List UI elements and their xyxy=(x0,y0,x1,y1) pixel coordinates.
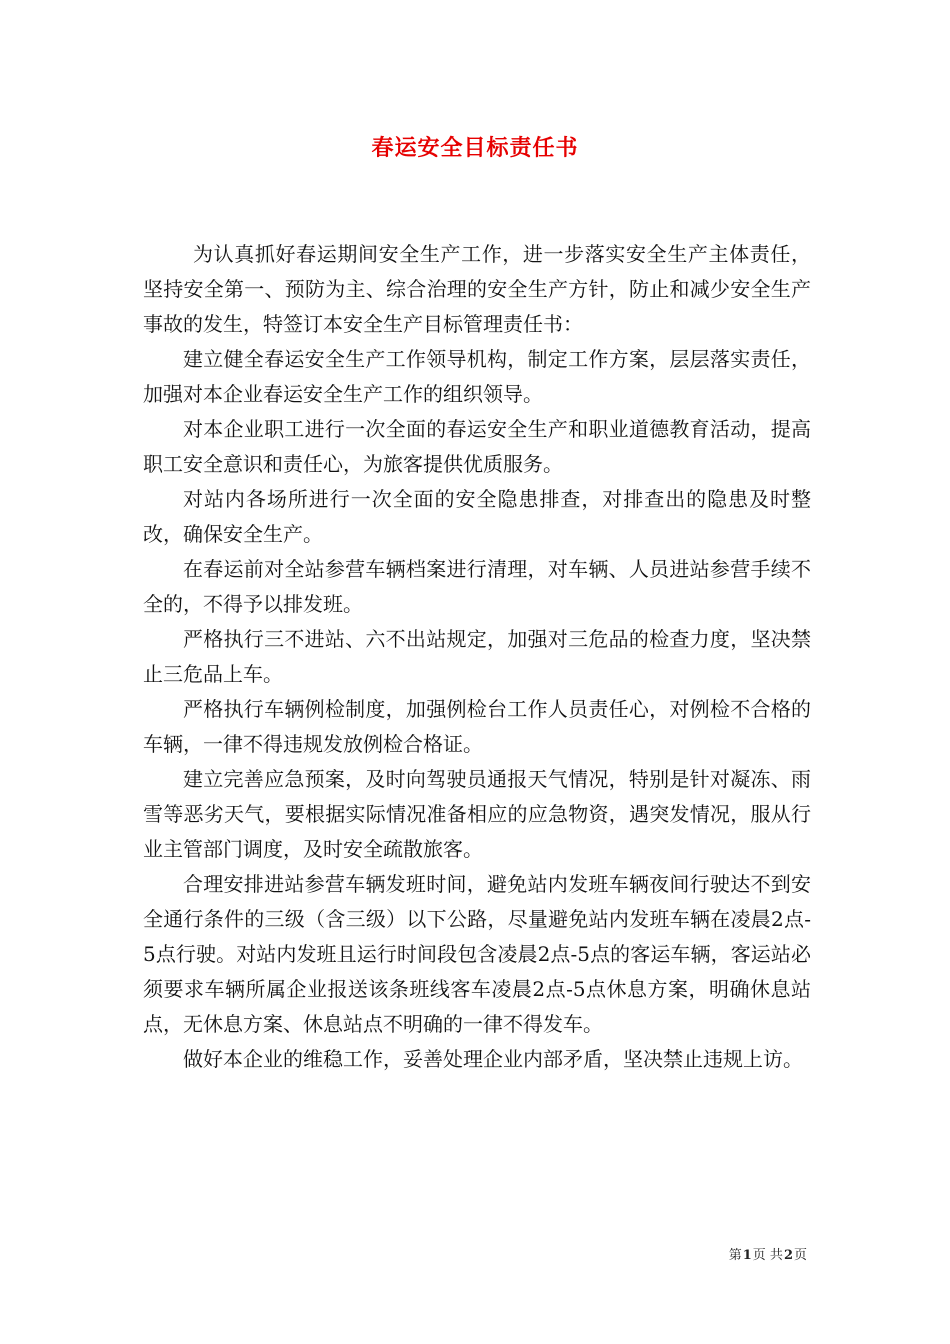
paragraph: 合理安排进站参营车辆发班时间，避免站内发班车辆夜间行驶达不到安全通行条件的三级（含三级）以下公路，尽量避免站内发班车辆在凌晨2点-5点行驶。对站内发班且运行时间段包含凌晨2点-5点的客运车辆，客运站必须要求车辆所属企业报送该条班线客车凌晨2点-5点休息方案，明确休息站点，无休息方案、休息站点不明确的一律不得发车。 xyxy=(143,872,811,1036)
paragraph: 建立健全春运安全生产工作领导机构，制定工作方案，层层落实责任，加强对本企业春运安全生产工作的组织领导。 xyxy=(143,347,811,406)
paragraph: 建立完善应急预案，及时向驾驶员通报天气情况，特别是针对凝冻、雨雪等恶劣天气，要根据实际情况准备相应的应急物资，遇突发情况，服从行业主管部门调度，及时安全疏散旅客。 xyxy=(143,767,811,861)
paragraph: 严格执行车辆例检制度，加强例检台工作人员责任心，对例检不合格的车辆，一律不得违规发放例检合格证。 xyxy=(143,697,811,756)
paragraph: 对本企业职工进行一次全面的春运安全生产和职业道德教育活动，提高职工安全意识和责任心，为旅客提供优质服务。 xyxy=(143,417,811,476)
document-body xyxy=(143,237,811,1077)
footer-middle: 页 共 xyxy=(752,1248,783,1263)
paragraph: 严格执行三不进站、六不出站规定，加强对三危品的检查力度，坚决禁止三危品上车。 xyxy=(143,627,811,686)
paragraph: 做好本企业的维稳工作，妥善处理企业内部矛盾，坚决禁止违规上访。 xyxy=(183,1047,803,1071)
paragraph: 对站内各场所进行一次全面的安全隐患排查，对排查出的隐患及时整改，确保安全生产。 xyxy=(143,487,811,546)
paragraph: 为认真抓好春运期间安全生产工作，进一步落实安全生产主体责任，坚持安全第一、预防为主、综合治理的安全生产方针，防止和减少安全生产事故的发生，特签订本安全生产目标管理责任书： xyxy=(143,242,811,336)
total-page-number: 2 xyxy=(783,1248,793,1263)
current-page-number: 1 xyxy=(742,1248,752,1263)
footer-prefix: 第 xyxy=(728,1248,742,1263)
footer-suffix: 页 xyxy=(793,1248,807,1263)
page-number-footer xyxy=(729,1247,807,1265)
document-title: 春运安全目标责任书 xyxy=(371,135,579,161)
paragraph: 在春运前对全站参营车辆档案进行清理，对车辆、人员进站参营手续不全的，不得予以排发班。 xyxy=(143,557,811,616)
